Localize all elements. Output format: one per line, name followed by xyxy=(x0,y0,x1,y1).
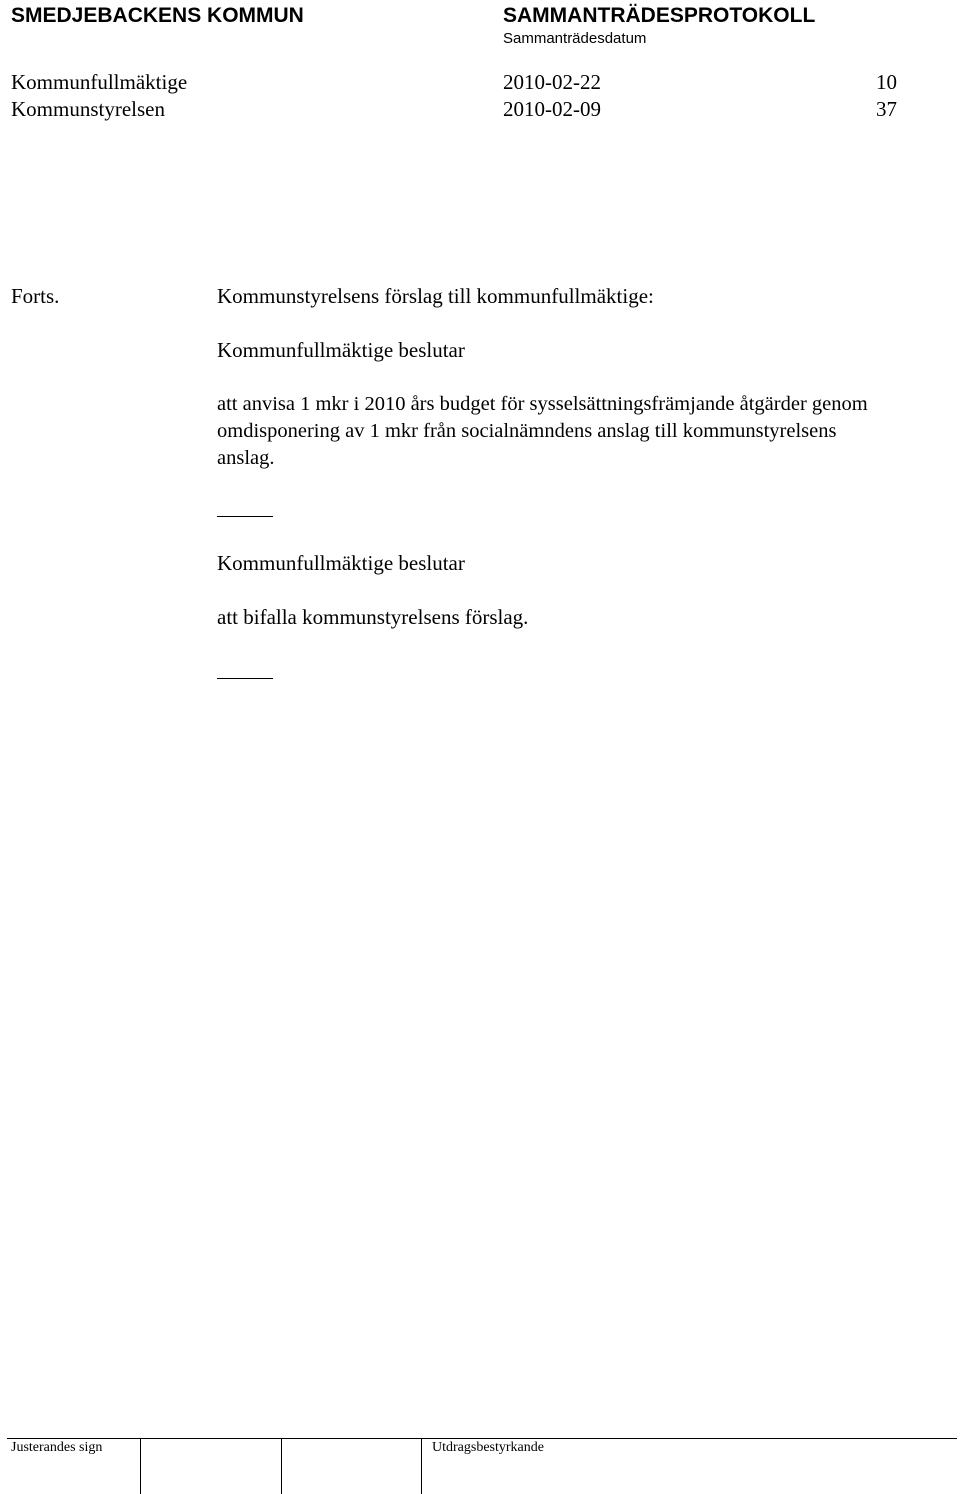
signature-box-divider xyxy=(140,1438,141,1494)
date-label: Sammanträdesdatum xyxy=(503,30,647,47)
decision-text-line: anslag. xyxy=(217,447,275,469)
decision-text: att bifalla kommunstyrelsens förslag. xyxy=(217,605,529,629)
proposal-heading: Kommunstyrelsens förslag till kommunfullmäktige: xyxy=(217,284,654,308)
decision-heading: Kommunfullmäktige beslutar xyxy=(217,338,465,362)
decision-text-line: att anvisa 1 mkr i 2010 års budget för sysselsättningsfrämjande åtgärder genom xyxy=(217,393,868,415)
section-divider xyxy=(217,678,273,679)
paragraph-number: 10 xyxy=(876,70,897,94)
decision-text-line: omdisponering av 1 mkr från socialnämndens anslag till kommunstyrelsens xyxy=(217,420,837,442)
section-divider xyxy=(217,516,273,517)
decision-text xyxy=(217,391,868,472)
signature-box-divider xyxy=(421,1438,422,1494)
signature-box-divider xyxy=(281,1438,282,1494)
meeting-date: 2010-02-22 xyxy=(503,70,601,94)
sign-label: Justerandes sign xyxy=(11,1440,103,1455)
continuation-label: Forts. xyxy=(11,284,60,308)
document-type: SAMMANTRÄDESPROTOKOLL xyxy=(503,4,816,27)
meeting-date: 2010-02-09 xyxy=(503,97,601,121)
meeting-body: Kommunstyrelsen xyxy=(11,97,165,121)
meeting-body: Kommunfullmäktige xyxy=(11,70,188,94)
paragraph-number: 37 xyxy=(876,97,897,121)
extract-label: Utdragsbestyrkande xyxy=(432,1440,544,1455)
footer-rule xyxy=(7,1438,957,1439)
decision-heading: Kommunfullmäktige beslutar xyxy=(217,551,465,575)
organization-name: SMEDJEBACKENS KOMMUN xyxy=(11,4,304,27)
